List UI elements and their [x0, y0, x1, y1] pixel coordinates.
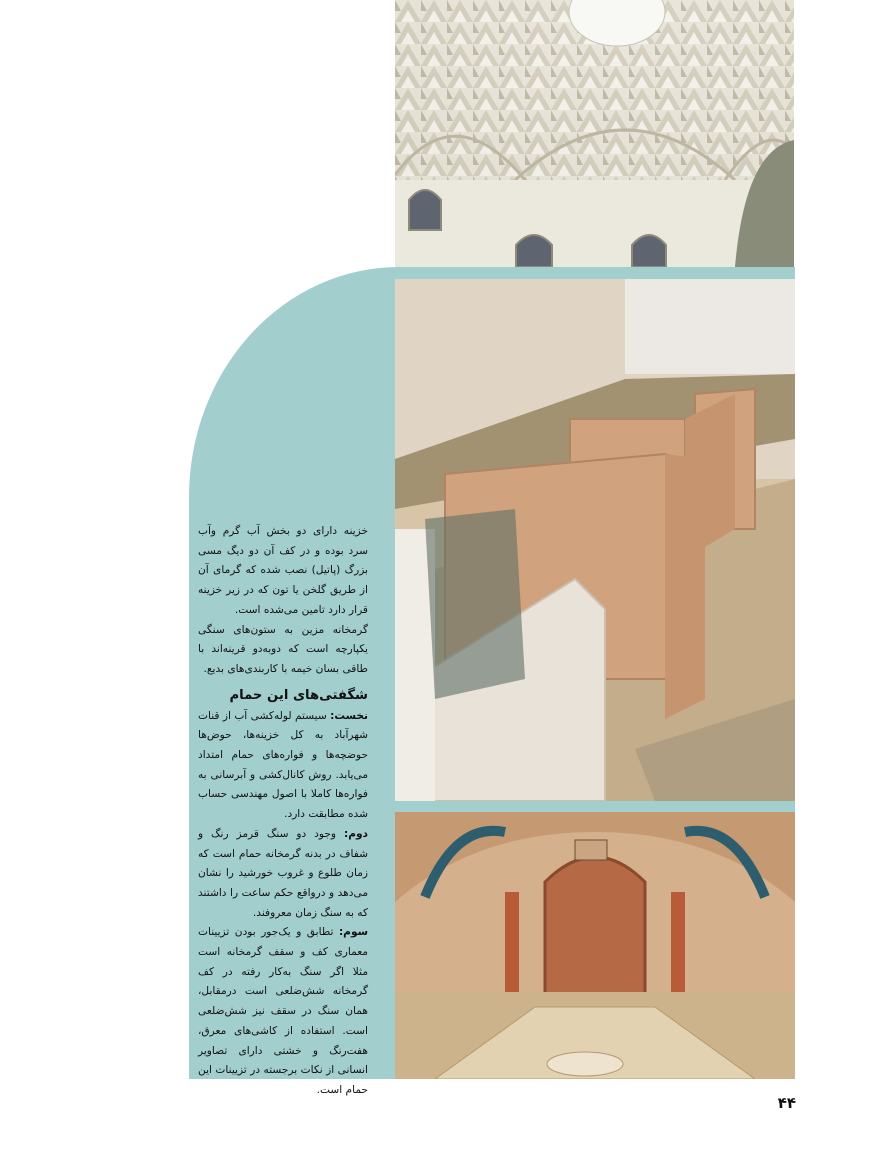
list-item	[198, 923, 368, 1100]
item-lead-third: سوم:	[338, 926, 368, 939]
item-text-second: وجود دو سنگ قرمز رنگ و شفاف در بدنه گرمخانه حمام است که زمان طلوع و غروب خورشید را نشان می‌دهد و درواقع حکم ساعت را داشتند که به سنگ زمان معروفند.	[198, 827, 368, 919]
dome-ceiling-photo	[395, 0, 794, 267]
list-item	[198, 825, 368, 924]
article-text-column	[198, 522, 368, 1101]
list-item	[198, 707, 368, 825]
intro-paragraph-2: گرمخانه مزین به ستون‌های سنگی یکپارچه است که دوبه‌دو قرینه‌اند با طاقی بسان خیمه با کاربندی‌های بدیع.	[198, 623, 368, 675]
page-number: ۴۴	[777, 1094, 796, 1112]
item-text-first: سیستم لوله‌کشی آب از قنات شهرآباد به کل خزینه‌ها، حوض‌ها حوضچه‌ها و فواره‌های حمام امتداد می‌یابد. روش کانال‌کشی و آبرسانی به فواره‌ها کاملا با اصول مهندسی حساب شده مطابقت دارد.	[198, 709, 368, 821]
section-heading: شگفتی‌های این حمام	[229, 687, 368, 703]
item-text-third: تطابق و یک‌جور بودن تزیینات معماری کف و سقف گرمخانه است مثلا اگر سنگ به‌کار رفته در کف گرمخانه شش‌ضلعی است درمقابل، همان سنگ در سقف نیز شش‌ضلعی است. استفاده از کاشی‌های معرق، هفت‌رنگ و خشتی دارای تصاویر انسانی از نکات برجسته در تزیینات این حمام است.	[198, 926, 368, 1096]
item-lead-first: نخست:	[330, 709, 368, 722]
intro-paragraph-1: خزینه دارای دو بخش آب گرم وآب سرد بوده و در کف آن دو دیگ مسی بزرگ (پاتیل) نصب شده که گرمای آن از طریق گلخن یا تون که در زیر خزینه قرار دارد تامین می‌شده است.	[198, 525, 368, 616]
bath-tanks-photo	[395, 279, 795, 801]
item-lead-second: دوم:	[343, 827, 368, 840]
hot-chamber-photo	[395, 812, 795, 1079]
